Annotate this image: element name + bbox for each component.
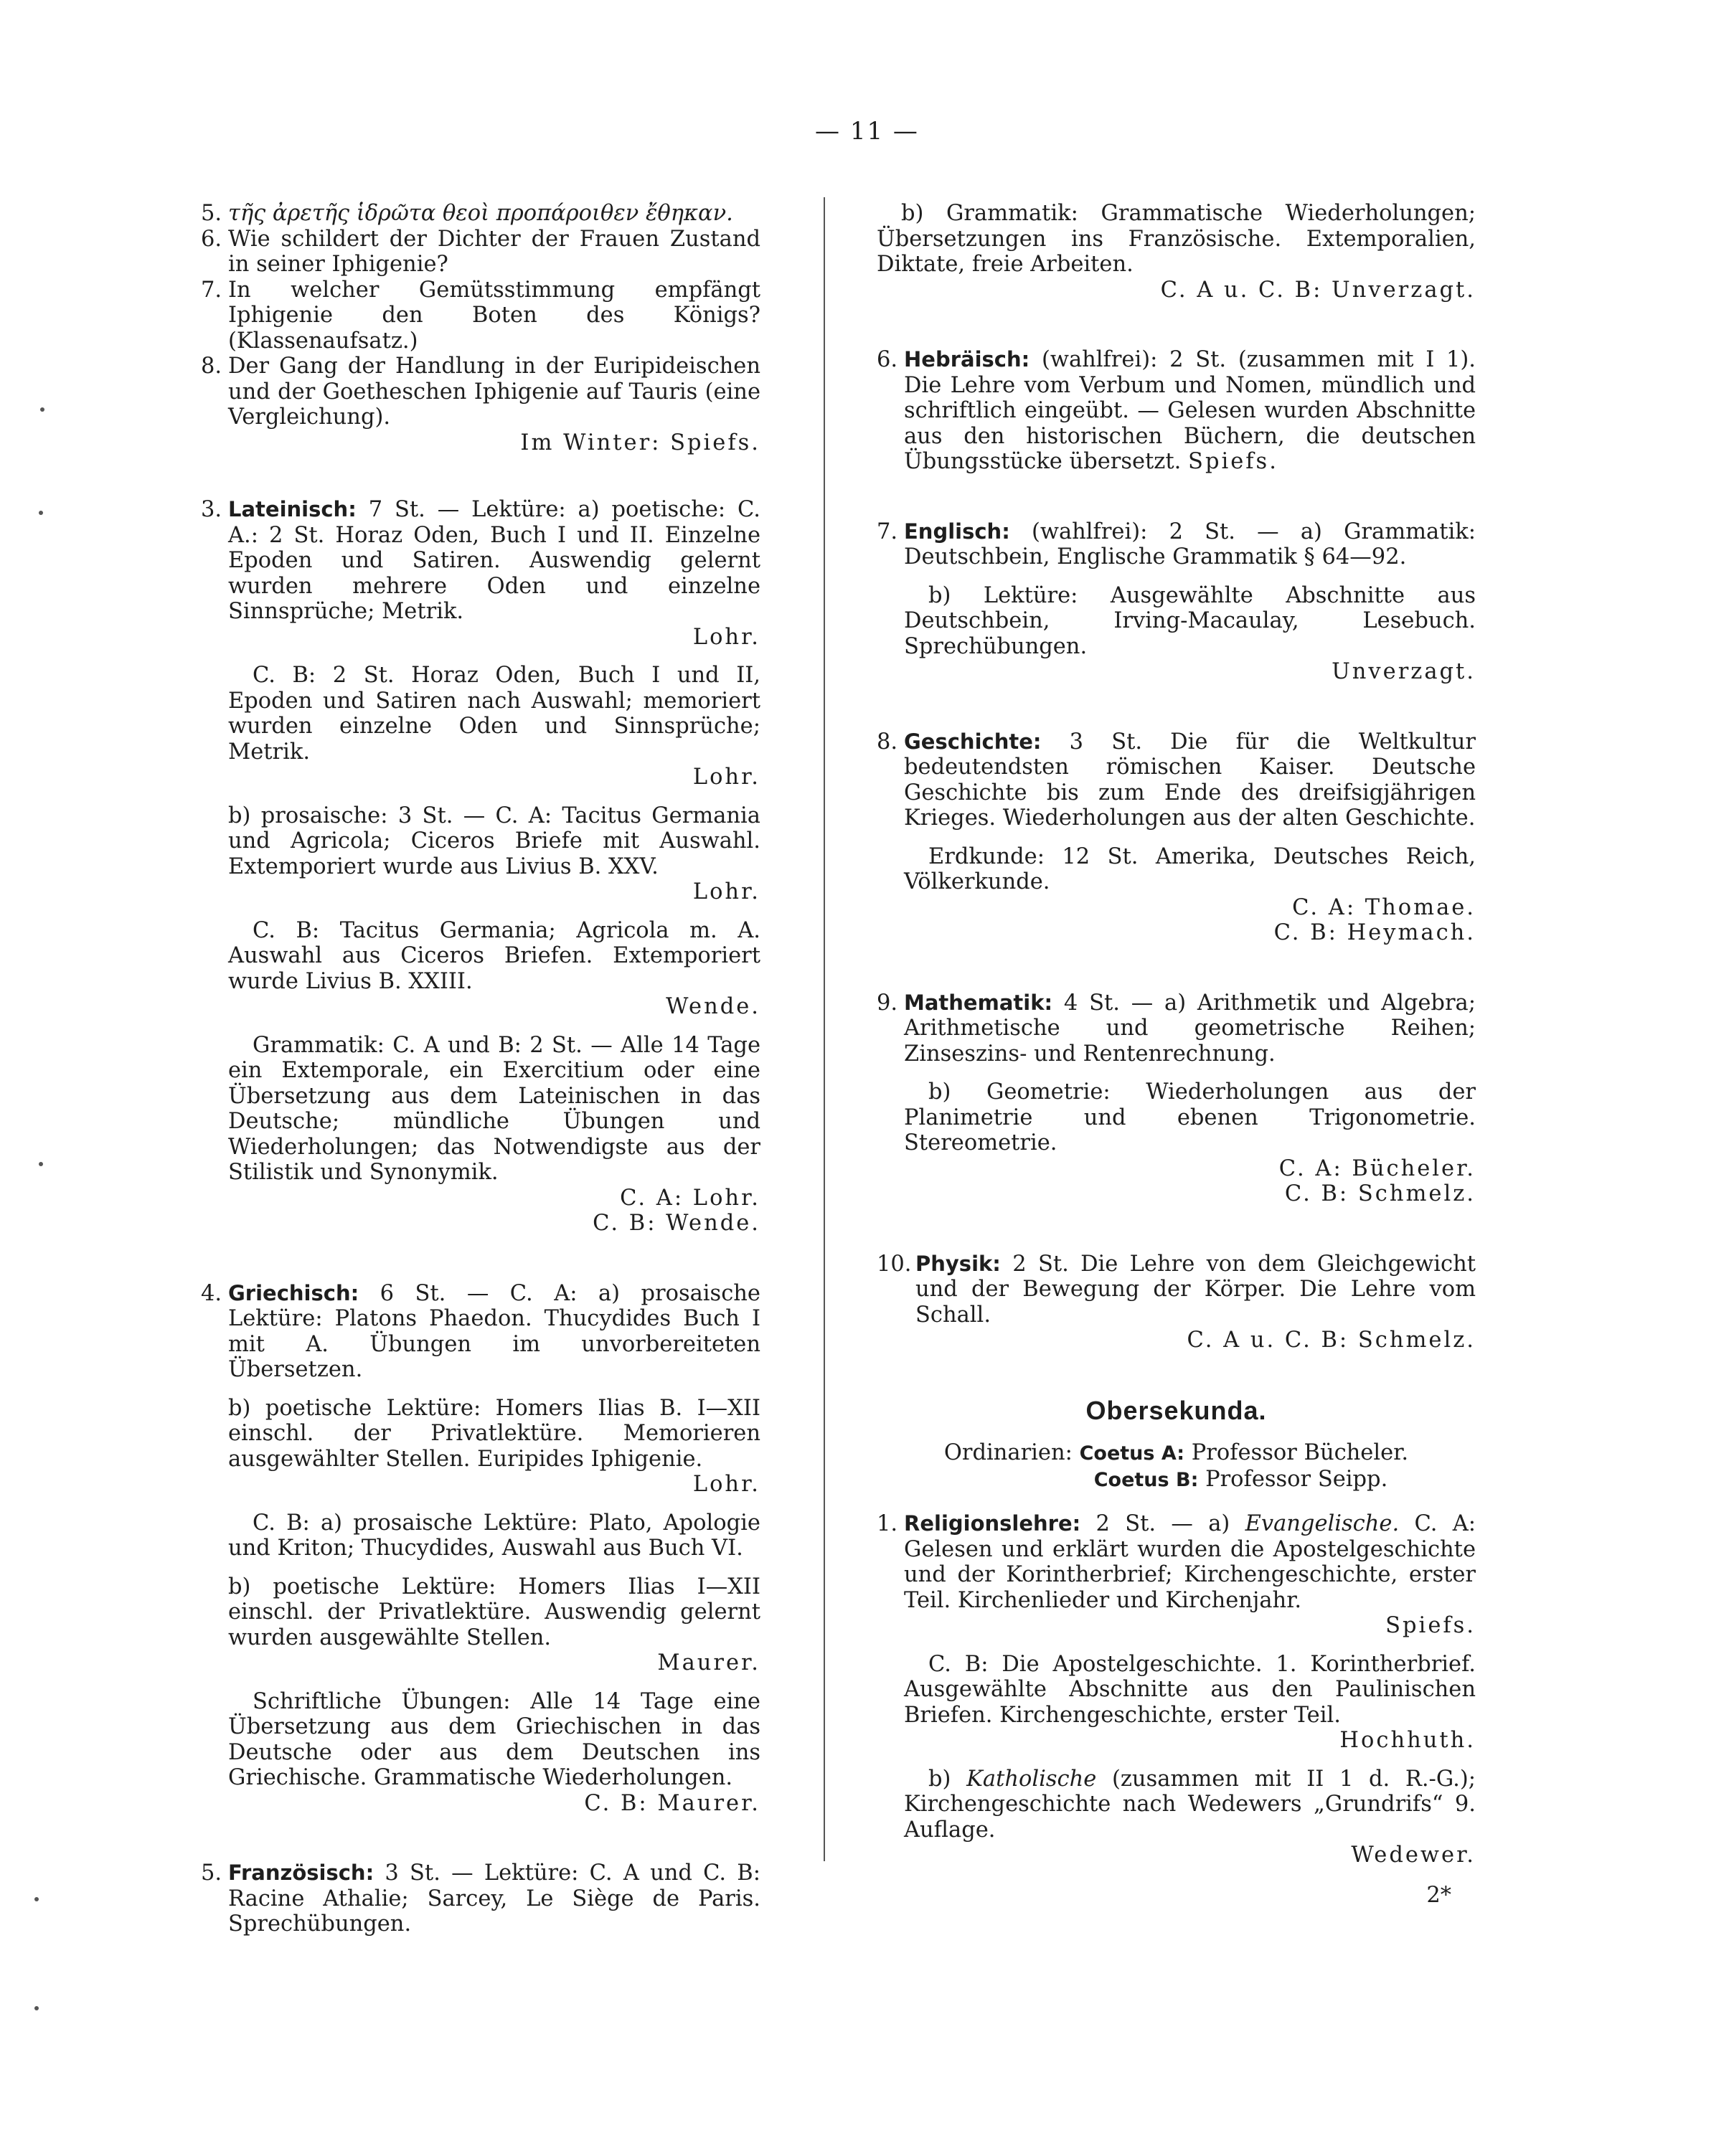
page-number: — 11 — bbox=[815, 117, 919, 146]
scan-speck bbox=[39, 511, 43, 515]
section-heading: Griechisch: bbox=[228, 1280, 359, 1305]
section-text: (wahlfrei): 2 St. — a) Grammatik: Deutschbein, Englische Grammatik § 64—92. bbox=[904, 519, 1476, 569]
section-number: 4. bbox=[201, 1280, 222, 1306]
section-text: (wahlfrei): 2 St. (zusammen mit I 1). Die Lehre vom Verbum und Nomen, mündlich und schriftlich eingeübt. — Gelesen wurden Abschnitte aus den historischen Büchern, die deutschen Übungsstücke übersetzt. bbox=[904, 347, 1476, 474]
section-religion bbox=[877, 1511, 1476, 1868]
section-text: C. A: Gelesen und erklärt wurden die Apostelgeschichte und der Korintherbrief; Kirchengeschichte, erster Teil. Kirchenlieder und Kirchenjahr. bbox=[904, 1511, 1476, 1613]
section-text: 3 St. — Lektüre: C. A und C. B: Racine Athalie; Sarcey, Le Siège de Paris. Sprechübungen. bbox=[228, 1861, 760, 1937]
section-text: b) bbox=[928, 1766, 951, 1792]
section-number: 9. bbox=[877, 990, 898, 1016]
coetus-a-name: Professor Bücheler. bbox=[1191, 1440, 1409, 1465]
paragraph: C. B: Tacitus Germania; Agricola m. A. Auswahl aus Ciceros Briefen. Extemporiert wurde Livius B. XXIII. bbox=[228, 917, 760, 994]
coetus-a-label: Coetus A: bbox=[1079, 1442, 1185, 1465]
section-heading: Geschichte: bbox=[904, 729, 1042, 754]
section-text: 6 St. — C. A: a) prosaische Lektüre: Platons Phaedon. Thucydides Buch I mit A. Übungen im unvorbereiteten Übersetzen. bbox=[228, 1280, 760, 1382]
paragraph: C. B: a) prosaische Lektüre: Plato, Apologie und Kriton; Thucydides, Auswahl aus Buch VI. bbox=[228, 1510, 760, 1561]
item-number: 8. bbox=[201, 354, 222, 379]
teacher-signature: Unverzagt. bbox=[1332, 659, 1476, 684]
section-griechisch bbox=[201, 1281, 760, 1817]
paragraph: Schriftliche Übungen: Alle 14 Tage eine Übersetzung aus dem Griechischen in das Deutsche oder aus dem Deutschen ins Griechische. Grammatische Wiederholungen. bbox=[228, 1688, 760, 1790]
teacher-signature: Spiefs. bbox=[1385, 1613, 1476, 1638]
item-text: Wie schildert der Dichter der Frauen Zustand in seiner Iphigenie? bbox=[228, 226, 760, 277]
teacher-signature: C. A u. C. B: Unverzagt. bbox=[1160, 277, 1476, 303]
paragraph: C. B: 2 St. Horaz Oden, Buch I und II, Epoden und Satiren nach Auswahl; memoriert wurden einzelne Oden und Sinnsprüche; Metrik. bbox=[228, 663, 760, 765]
section-number: 1. bbox=[877, 1511, 898, 1536]
section-physik bbox=[877, 1252, 1476, 1353]
section-number: 6. bbox=[877, 347, 898, 372]
left-column bbox=[201, 201, 760, 1982]
teacher-signature: C. A u. C. B: Schmelz. bbox=[1187, 1328, 1476, 1353]
section-number: 3. bbox=[201, 497, 222, 522]
teacher-signature: C. A: Lohr. bbox=[620, 1185, 760, 1211]
paragraph: Erdkunde: 12 St. Amerika, Deutsches Reich, Völkerkunde. bbox=[904, 843, 1476, 894]
paragraph: b) Lektüre: Ausgewählte Abschnitte aus Deutschbein, Irving-Macaulay, Lesebuch. Sprechübungen. bbox=[904, 582, 1476, 659]
essay-topics bbox=[201, 201, 760, 455]
teacher-signature: Hochhuth. bbox=[1339, 1728, 1476, 1753]
item-number: 7. bbox=[201, 277, 222, 303]
item-text: In welcher Gemütsstimmung empfängt Iphigenie den Boten des Königs? (Klassenaufsatz.) bbox=[228, 277, 760, 354]
section-text: (zusammen mit II 1 d. R.-G.); Kirchengeschichte nach Wedewers „Grundrifs“ 9. Auflage. bbox=[904, 1766, 1476, 1843]
item-number: 6. bbox=[201, 226, 222, 252]
teacher-signature: Im Winter: Spiefs. bbox=[520, 430, 760, 455]
section-number: 7. bbox=[877, 519, 898, 544]
teacher-signature: C. B: Schmelz. bbox=[1284, 1181, 1476, 1206]
list-item bbox=[201, 227, 760, 278]
scan-speck bbox=[34, 1897, 39, 1901]
teacher-signature: Lohr. bbox=[692, 624, 760, 650]
section-heading: Französisch: bbox=[228, 1861, 374, 1885]
list-item bbox=[201, 354, 760, 430]
signature-mark: 2* bbox=[1426, 1882, 1451, 1908]
section-number: 5. bbox=[201, 1861, 222, 1886]
paragraph: C. B: Die Apostelgeschichte. 1. Korintherbrief. Ausgewählte Abschnitte aus den Paulinischen Briefen. Kirchengeschichte, erster Teil. bbox=[904, 1651, 1476, 1728]
coetus-b-name: Professor Seipp. bbox=[1205, 1466, 1388, 1492]
paragraph: b) poetische Lektüre: Homers Ilias I—XII einschl. der Privatlektüre. Auswendig gelernt wurden ausgewählte Stellen. bbox=[228, 1574, 760, 1650]
section-text: Katholische bbox=[966, 1766, 1097, 1792]
teacher-signature: C. B: Maurer. bbox=[584, 1790, 760, 1816]
teacher-signature: Lohr. bbox=[692, 879, 760, 904]
paragraph: b) poetische Lektüre: Homers Ilias B. I—XII einschl. der Privatlektüre. Memorieren ausgewählter Stellen. Euripides Iphigenie. bbox=[228, 1395, 760, 1472]
section-franz-grammatik bbox=[877, 201, 1476, 303]
section-franzoesisch bbox=[201, 1861, 760, 1937]
ordinarien-label: Ordinarien: bbox=[943, 1440, 1073, 1465]
teacher-signature: C. B: Heymach. bbox=[1273, 920, 1476, 945]
paragraph: b) prosaische: 3 St. — C. A: Tacitus Germania und Agricola; Ciceros Briefe mit Auswahl. Extemporiert wurde aus Livius B. XXV. bbox=[228, 803, 760, 879]
section-heading: Physik: bbox=[915, 1251, 1001, 1276]
teacher-signature: Lohr. bbox=[692, 1472, 760, 1497]
section-mathematik bbox=[877, 990, 1476, 1207]
teacher-signature: Spiefs. bbox=[1188, 449, 1278, 474]
paragraph: Grammatik: C. A und B: 2 St. — Alle 14 Tage ein Extemporale, ein Exercitium oder eine Übersetzung aus dem Lateinischen in das Deutsche; mündliche Übungen und Wiederholungen; das Notwendigste aus der Stilistik und Synonymik. bbox=[228, 1032, 760, 1185]
section-number: 8. bbox=[877, 729, 898, 755]
item-number: 5. bbox=[201, 201, 222, 226]
section-heading: Lateinisch: bbox=[228, 497, 357, 521]
section-text: 2 St. Die Lehre von dem Gleichgewicht und der Bewegung der Körper. Die Lehre vom Schall. bbox=[915, 1251, 1476, 1328]
teacher-signature: Maurer. bbox=[657, 1650, 760, 1675]
section-hebraeisch bbox=[877, 347, 1476, 475]
section-number: 10. bbox=[877, 1251, 912, 1277]
scan-speck bbox=[40, 407, 44, 412]
section-englisch bbox=[877, 519, 1476, 685]
list-item bbox=[201, 278, 760, 354]
scan-speck bbox=[34, 2006, 39, 2010]
section-geschichte bbox=[877, 729, 1476, 946]
teacher-signature: C. B: Wende. bbox=[593, 1211, 760, 1236]
section-text: Evangelische. bbox=[1245, 1511, 1400, 1536]
section-title: Obersekunda. bbox=[1085, 1395, 1267, 1425]
teacher-signature: Lohr. bbox=[692, 765, 760, 790]
paragraph: b) Geometrie: Wiederholungen aus der Planimetrie und ebenen Trigonometrie. Stereometrie. bbox=[904, 1079, 1476, 1155]
column-divider bbox=[824, 197, 825, 1861]
section-heading: Mathematik: bbox=[904, 990, 1053, 1015]
item-text: τῆς ἀρετῆς ἱδρῶτα θεοὶ προπάροιθεν ἔθηκαν. bbox=[228, 201, 733, 226]
section-heading: Englisch: bbox=[904, 519, 1010, 544]
item-text: Der Gang der Handlung in der Euripideischen und der Goetheschen Iphigenie auf Tauris (eine Vergleichung). bbox=[228, 354, 760, 430]
section-text: 3 St. Die für die Weltkultur bedeutendsten römischen Kaiser. Deutsche Geschichte bis zum Ende des dreifsigjährigen Krieges. Wiederholungen aus der alten Geschichte. bbox=[904, 729, 1476, 831]
list-item bbox=[201, 201, 760, 227]
section-heading: Religionslehre: bbox=[904, 1511, 1081, 1536]
teacher-signature: Wedewer. bbox=[1351, 1843, 1476, 1868]
section-text: 2 St. — a) bbox=[1095, 1511, 1230, 1536]
section-latein bbox=[201, 497, 760, 1237]
scan-speck bbox=[39, 1162, 43, 1166]
teacher-signature: Wende. bbox=[666, 994, 760, 1019]
section-text: 7 St. — Lektüre: a) poetische: C. A.: 2 St. Horaz Oden, Buch I und II. Einzelne Epoden und Satiren. Auswendig gelernt wurden mehrere Oden und einzelne Sinnsprüche; Metrik. bbox=[228, 497, 760, 624]
section-heading: Hebräisch: bbox=[904, 347, 1030, 372]
teacher-signature: C. A: Thomae. bbox=[1292, 894, 1476, 920]
paragraph: b) Grammatik: Grammatische Wiederholungen; Übersetzungen ins Französische. Extemporalien, Diktate, freie Arbeiten. bbox=[877, 201, 1476, 277]
right-column bbox=[877, 201, 1476, 1908]
teacher-signature: C. A: Bücheler. bbox=[1278, 1155, 1476, 1181]
ordinarien bbox=[877, 1440, 1476, 1493]
section-text: 4 St. — a) Arithmetik und Algebra; Arithmetische und geometrische Reihen; Zinseszins- und Rentenrechnung. bbox=[904, 990, 1476, 1067]
coetus-b-label: Coetus B: bbox=[1093, 1468, 1199, 1491]
